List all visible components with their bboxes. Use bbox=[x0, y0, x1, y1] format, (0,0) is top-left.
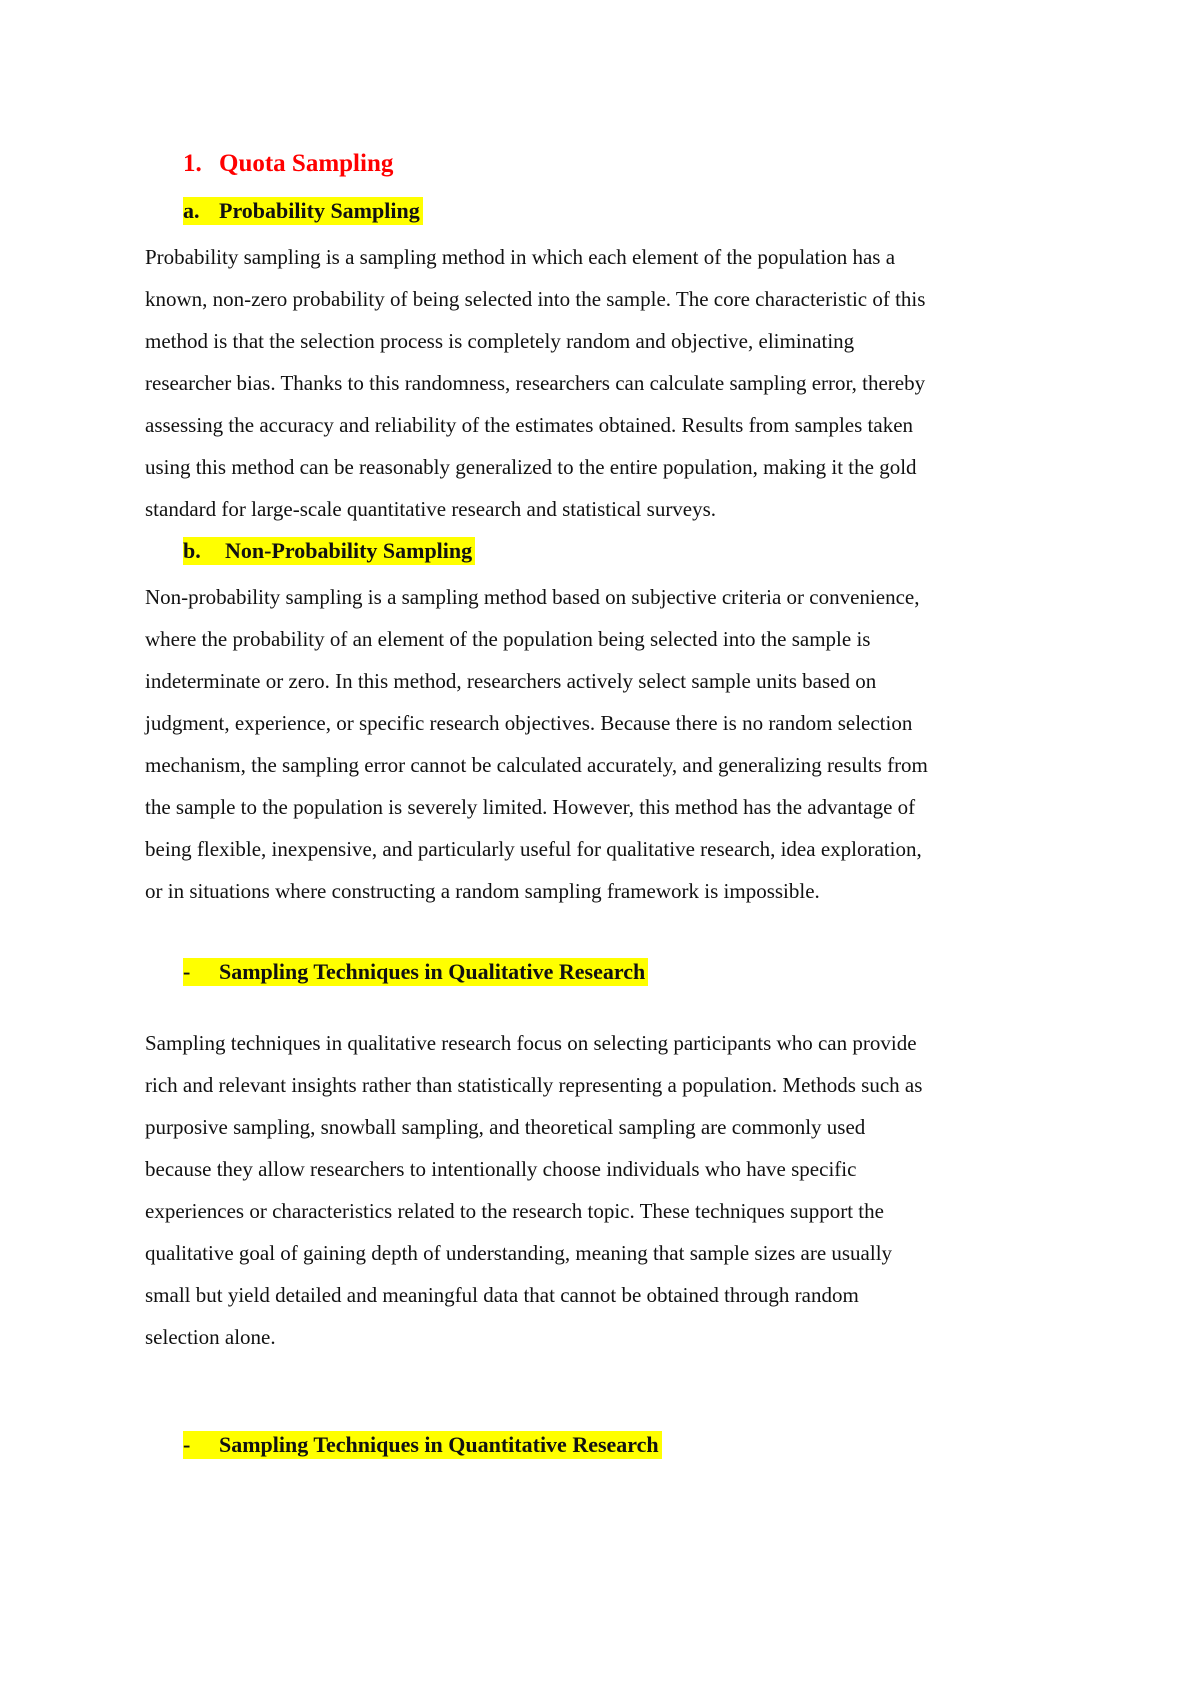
section-heading-quota-sampling bbox=[183, 147, 393, 181]
paragraph-line: rich and relevant insights rather than statistically representing a population. Methods such as bbox=[145, 1073, 923, 1097]
paragraph-line: where the probability of an element of the population being selected into the sample is bbox=[145, 627, 871, 651]
section-number: 1. bbox=[183, 150, 202, 177]
paragraph-line: Probability sampling is a sampling method in which each element of the population has a bbox=[145, 245, 896, 269]
subheading-marker: - bbox=[183, 1432, 191, 1457]
subheading-title: Sampling Techniques in Qualitative Research bbox=[219, 959, 646, 984]
paragraph-line: or in situations where constructing a random sampling framework is impossible. bbox=[145, 879, 820, 903]
subheading-qualitative-research bbox=[183, 957, 648, 987]
paragraph-line: being flexible, inexpensive, and particularly useful for qualitative research, idea exploration, bbox=[145, 837, 922, 861]
paragraph-line: Non-probability sampling is a sampling method based on subjective criteria or convenience, bbox=[145, 585, 920, 609]
section-title: Quota Sampling bbox=[219, 150, 394, 177]
subheading-probability-sampling bbox=[183, 196, 423, 226]
paragraph-line: the sample to the population is severely limited. However, this method has the advantage of bbox=[145, 795, 916, 819]
paragraph-line: mechanism, the sampling error cannot be calculated accurately, and generalizing results from bbox=[145, 753, 928, 777]
paragraph-line: indeterminate or zero. In this method, researchers actively select sample units based on bbox=[145, 669, 877, 693]
paragraph-line: selection alone. bbox=[145, 1325, 276, 1349]
paragraph-line: method is that the selection process is completely random and objective, eliminating bbox=[145, 329, 855, 353]
subheading-title: Sampling Techniques in Quantitative Research bbox=[219, 1432, 659, 1457]
paragraph-line: known, non-zero probability of being selected into the sample. The core characteristic of this bbox=[145, 287, 926, 311]
paragraph-line: using this method can be reasonably generalized to the entire population, making it the gold bbox=[145, 455, 917, 479]
subheading-non-probability-sampling bbox=[183, 536, 475, 566]
paragraph-line: judgment, experience, or specific research objectives. Because there is no random selection bbox=[145, 711, 913, 735]
subheading-quantitative-research bbox=[183, 1430, 662, 1460]
paragraph-line: qualitative goal of gaining depth of understanding, meaning that sample sizes are usually bbox=[145, 1241, 893, 1265]
subheading-marker: a. bbox=[183, 198, 200, 223]
paragraph-line: small but yield detailed and meaningful data that cannot be obtained through random bbox=[145, 1283, 859, 1307]
paragraph-line: purposive sampling, snowball sampling, and theoretical sampling are commonly used bbox=[145, 1115, 866, 1139]
paragraph-line: researcher bias. Thanks to this randomness, researchers can calculate sampling error, thereby bbox=[145, 371, 926, 395]
paragraph-line: assessing the accuracy and reliability of the estimates obtained. Results from samples taken bbox=[145, 413, 914, 437]
paragraph-line: Sampling techniques in qualitative research focus on selecting participants who can provide bbox=[145, 1031, 917, 1055]
paragraph-probability-sampling bbox=[145, 236, 1070, 530]
paragraph-qualitative-research bbox=[145, 1022, 1070, 1358]
subheading-marker: - bbox=[183, 959, 191, 984]
subheading-title: Probability Sampling bbox=[219, 198, 420, 223]
subheading-title: Non-Probability Sampling bbox=[225, 538, 473, 563]
paragraph-line: experiences or characteristics related to the research topic. These techniques support the bbox=[145, 1199, 884, 1223]
paragraph-non-probability-sampling bbox=[145, 576, 1070, 912]
paragraph-line: because they allow researchers to intentionally choose individuals who have specific bbox=[145, 1157, 857, 1181]
paragraph-line: standard for large-scale quantitative research and statistical surveys. bbox=[145, 497, 717, 521]
subheading-marker: b. bbox=[183, 538, 201, 563]
